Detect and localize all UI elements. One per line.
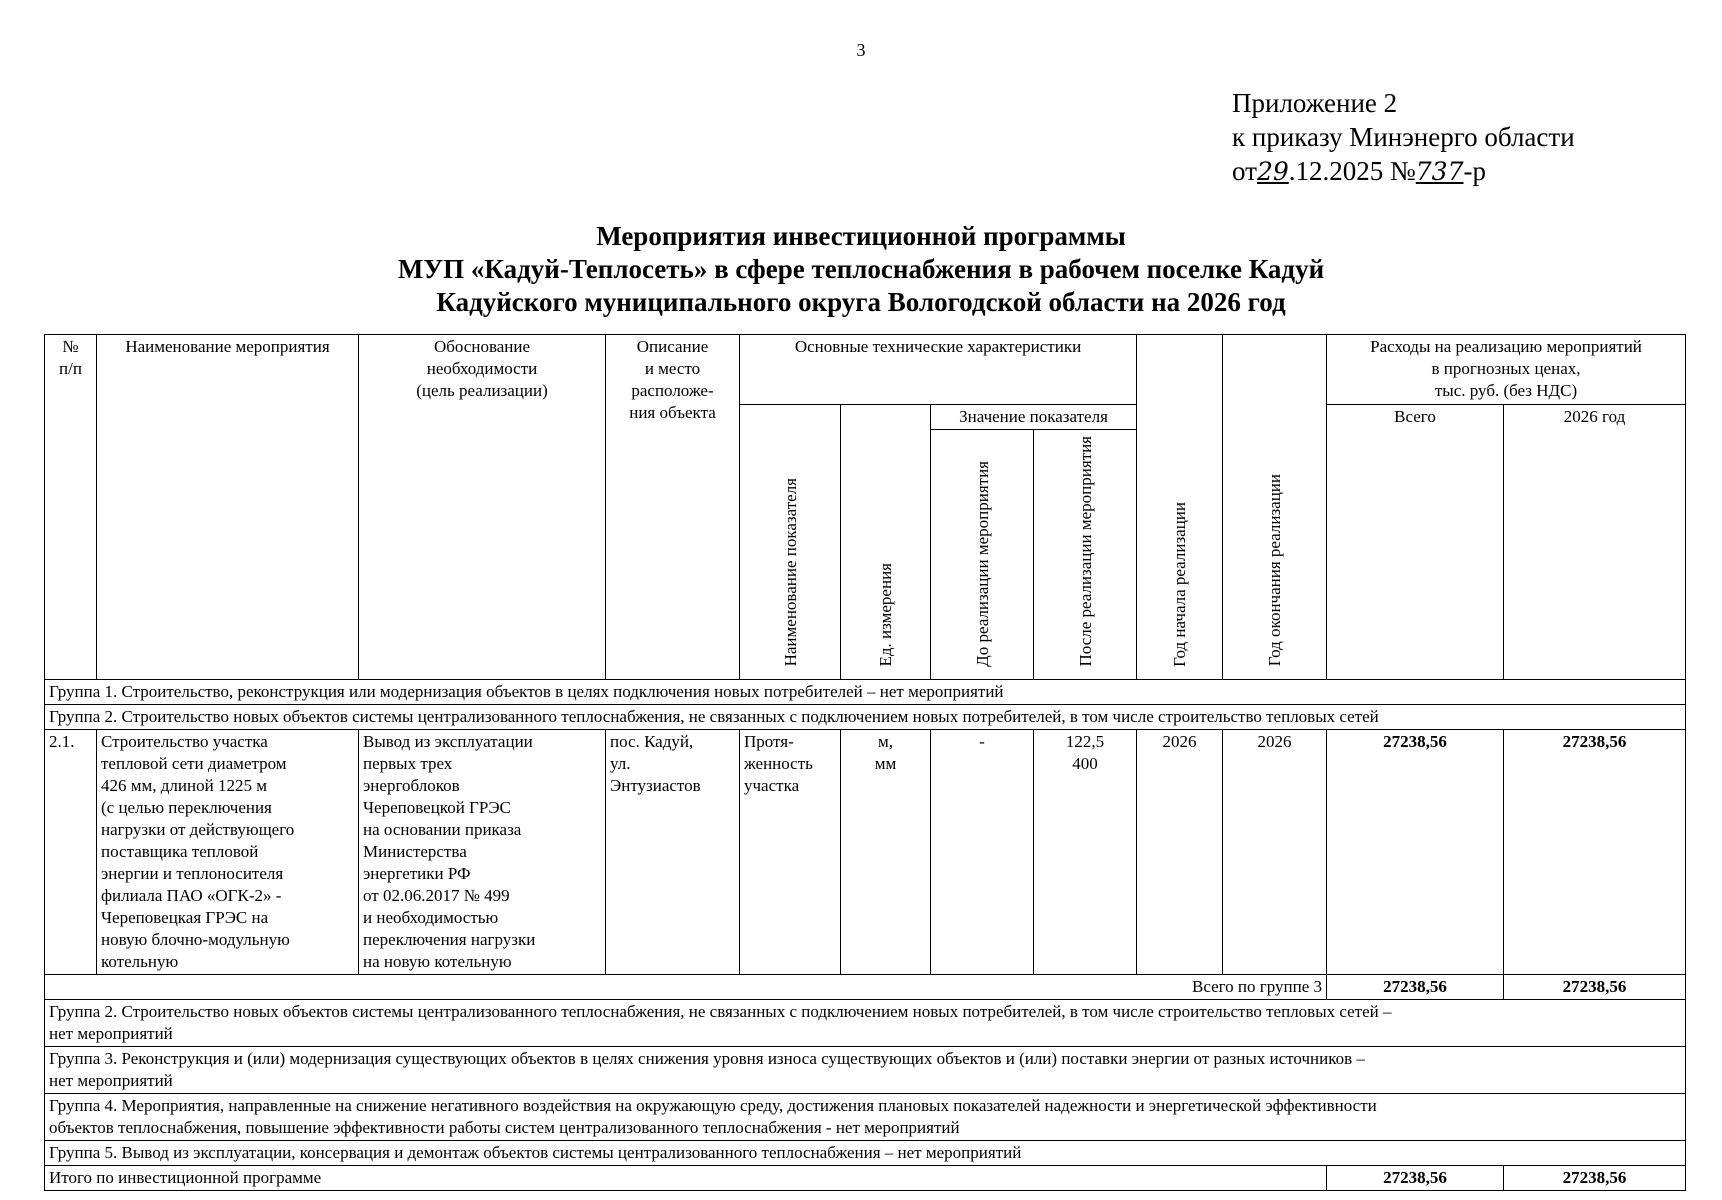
date-rest: .12.2025 № [1288, 156, 1416, 186]
group1-text: Группа 1. Строительство, реконструкция или модернизация объектов в целях подключения новых потребителей – нет мероприятий [45, 679, 1686, 704]
page-number: 3 [856, 40, 866, 60]
group1-row [45, 679, 1686, 704]
table-row [45, 729, 1686, 974]
row-description: пос. Кадуй, ул. Энтузиастов [606, 729, 740, 974]
group4-row [45, 1093, 1686, 1140]
group2-row [45, 704, 1686, 729]
appendix-block [1232, 86, 1575, 189]
row-unit: м, мм [841, 729, 931, 974]
date-day-handwritten: 29 [1256, 157, 1289, 186]
subtotal-year-2026: 27238,56 [1504, 974, 1686, 999]
grand-total-year-2026: 27238,56 [1504, 1165, 1686, 1190]
header-before: До реализации мероприятия [931, 430, 1034, 680]
row-total: 27238,56 [1327, 729, 1504, 974]
title-line1: Мероприятия инвестиционной программы [596, 221, 1126, 251]
header-year-start: Год начала реализации [1137, 335, 1223, 680]
grand-total-total: 27238,56 [1327, 1165, 1504, 1190]
header-after: После реализации мероприятия [1034, 430, 1137, 680]
row-year-start: 2026 [1137, 729, 1223, 974]
subtotal-total: 27238,56 [1327, 974, 1504, 999]
header-indicator-name: Наименование показателя [740, 405, 841, 680]
header-unit: Ед. измерения [841, 405, 931, 680]
row-before: - [931, 729, 1034, 974]
header-expenses: Расходы на реализацию мероприятий в прогнозных ценах, тыс. руб. (без НДС) [1327, 335, 1686, 405]
group5-text: Группа 5. Вывод из эксплуатации, консервация и демонтаж объектов системы централизованного теплоснабжения – нет мероприятий [45, 1140, 1686, 1165]
grand-total-row [45, 1165, 1686, 1190]
group3-row [45, 1046, 1686, 1093]
header-justification: Обоснование необходимости (цель реализации) [359, 335, 606, 680]
investment-program-table [44, 334, 1686, 1191]
appendix-line1: Приложение 2 [1232, 88, 1398, 118]
date-prefix: от [1232, 156, 1257, 186]
order-suffix: -р [1463, 156, 1486, 186]
group5-row [45, 1140, 1686, 1165]
appendix-date-line [1232, 154, 1575, 189]
header-tech: Основные технические характеристики [740, 335, 1137, 405]
subtotal-row [45, 974, 1686, 999]
header-indicator-value: Значение показателя [931, 405, 1137, 430]
header-name: Наименование мероприятия [97, 335, 359, 680]
group3-text: Группа 3. Реконструкция и (или) модернизация существующих объектов в целях снижения уровня износа существующих объектов и (или) поставки энергии от разных источников – нет мероприятий [45, 1046, 1686, 1093]
title-line3: Кадуйского муниципального округа Вологодской области на 2026 год [436, 287, 1286, 317]
header-description: Описание и место расположе- ния объекта [606, 335, 740, 680]
group2-text: Группа 2. Строительство новых объектов системы централизованного теплоснабжения, не связанных с подключением новых потребителей, в том числе строительство тепловых сетей [45, 704, 1686, 729]
group2-repeat-row [45, 999, 1686, 1046]
row-indicator: Протя- женность участка [740, 729, 841, 974]
subtotal-label: Всего по группе 3 [45, 974, 1327, 999]
row-year-end: 2026 [1223, 729, 1327, 974]
row-justification: Вывод из эксплуатации первых трех энергоблоков Череповецкой ГРЭС на основании приказа Министерства энергетики РФ от 02.06.2017 № 499 и необходимостью переключения нагрузки на новую котельную [359, 729, 606, 974]
grand-total-label: Итого по инвестиционной программе [45, 1165, 1327, 1190]
group2-repeat-text: Группа 2. Строительство новых объектов системы централизованного теплоснабжения, не связанных с подключением новых потребителей, в том числе строительство тепловых сетей – нет мероприятий [45, 999, 1686, 1046]
header-year-end: Год окончания реализации [1223, 335, 1327, 680]
row-after: 122,5 400 [1034, 729, 1137, 974]
group4-text: Группа 4. Мероприятия, направленные на снижение негативного воздействия на окружающую среду, достижения плановых показателей надежности и энергетической эффективности объектов теплоснабжения, повышение эффективности работы систем централизованного теплоснабжения - нет мероприятий [45, 1093, 1686, 1140]
header-total: Всего [1327, 405, 1504, 680]
row-num: 2.1. [45, 729, 97, 974]
header-row-1 [45, 335, 1686, 405]
document-title [0, 220, 1722, 319]
appendix-line2: к приказу Минэнерго области [1232, 122, 1575, 152]
row-name: Строительство участка тепловой сети диаметром 426 мм, длиной 1225 м (с целью переключения нагрузки от действующего поставщика тепловой энергии и теплоносителя филиала ПАО «ОГК-2» - Череповецкая ГРЭС на новую блочно-модульную котельную [97, 729, 359, 974]
order-number-handwritten: 737 [1415, 157, 1464, 186]
header-num: № п/п [45, 335, 97, 680]
header-year-2026: 2026 год [1504, 405, 1686, 680]
title-line2: МУП «Кадуй-Теплосеть» в сфере теплоснабжения в рабочем поселке Кадуй [397, 254, 1325, 284]
row-year-2026: 27238,56 [1504, 729, 1686, 974]
